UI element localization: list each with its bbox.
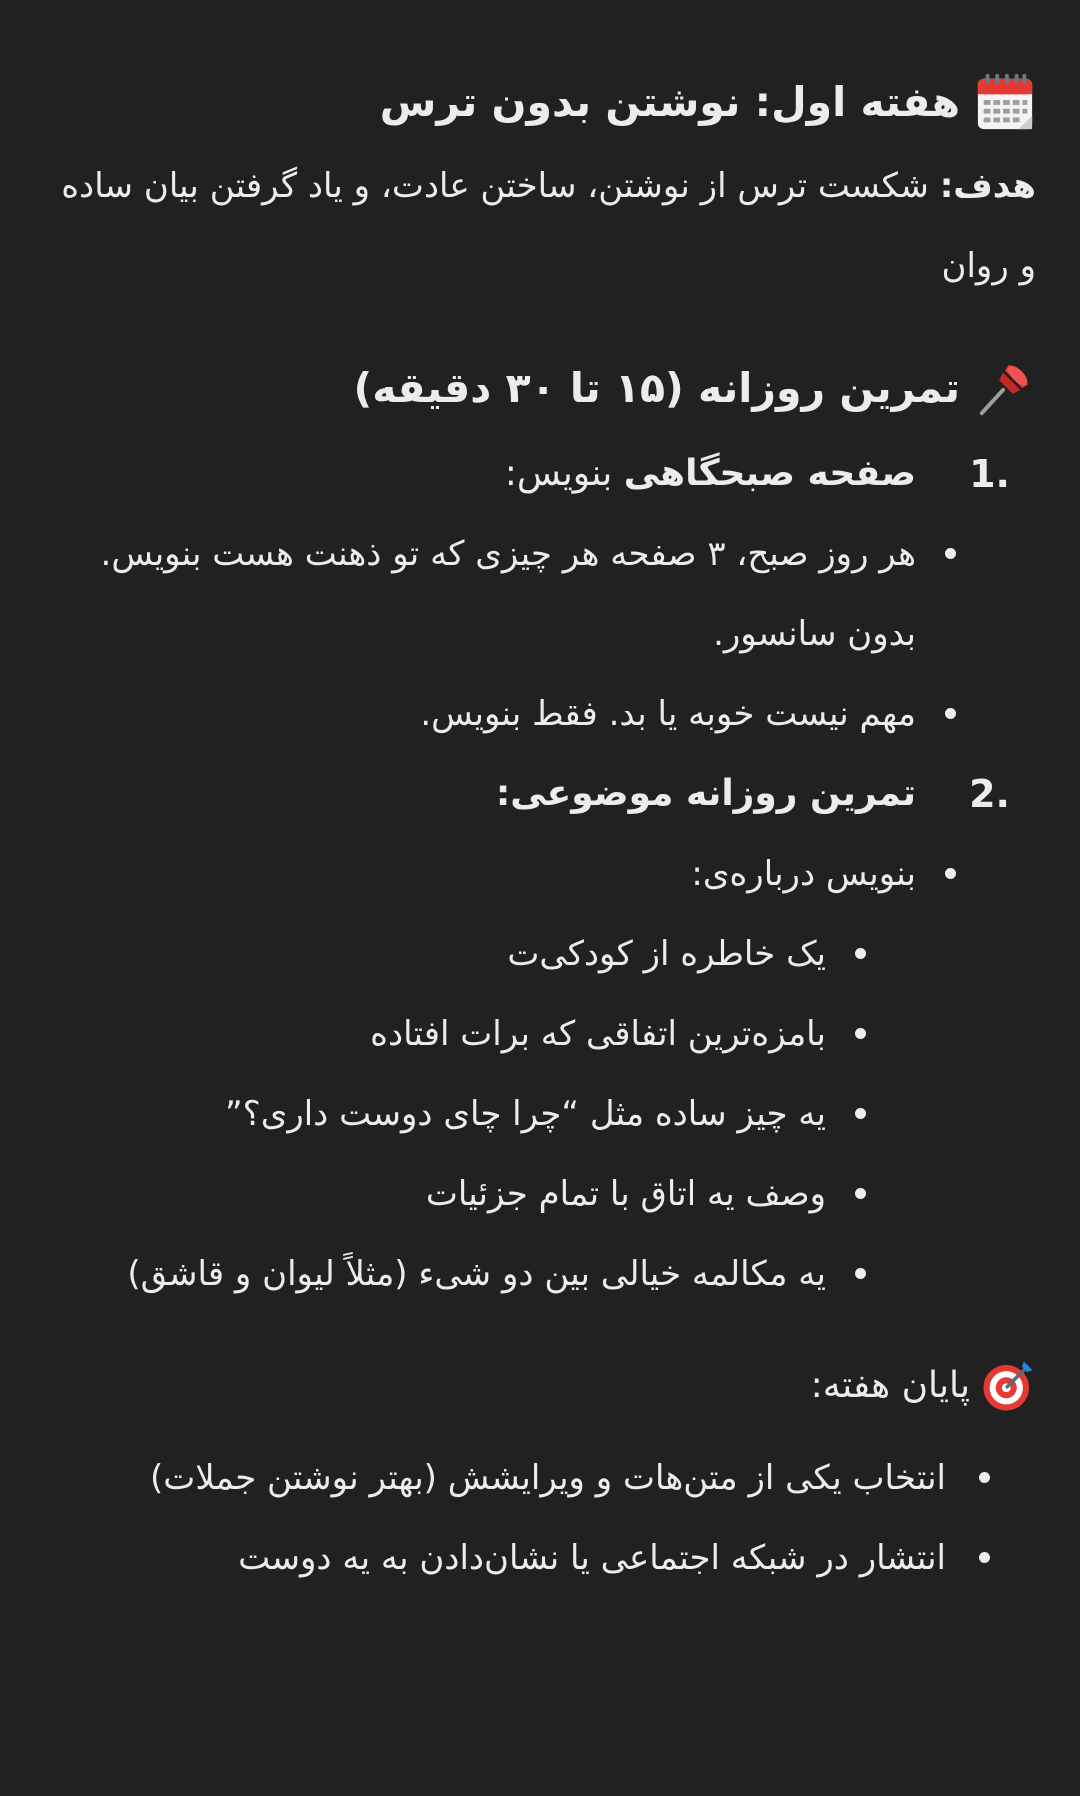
bullet-list (44, 514, 916, 754)
list-item (44, 1438, 946, 1518)
week-title (44, 60, 1036, 144)
bullet-dot (945, 868, 956, 879)
sub-bullet-text: یه مکالمه خیالی بین دو شیء (مثلاً لیوان و قاشق) (127, 1254, 826, 1294)
week-title-text: هفته اول: نوشتن بدون ترس (379, 78, 960, 126)
daily-title (44, 346, 1036, 430)
list-item (44, 994, 826, 1074)
bullet-text: بنویس درباره‌ی: (691, 854, 916, 894)
end-item-text: انتشار در شبکه اجتماعی یا نشان‌دادن به یه دوست (238, 1538, 946, 1578)
week-end-title (44, 1346, 1036, 1426)
sub-bullet-text: وصف یه اتاق با تمام جزئیات (425, 1174, 826, 1214)
daily-list (44, 434, 1036, 1314)
calendar-icon (974, 71, 1036, 133)
bullet-dot (945, 708, 956, 719)
daily-title-text: تمرین روزانه (۱۵ تا ۳۰ دقیقه) (353, 364, 960, 412)
list-item (44, 754, 1036, 1314)
list-item (44, 674, 916, 754)
bullet-dot (855, 1028, 866, 1039)
bullet-dot (855, 1188, 866, 1199)
bullet-dot (855, 948, 866, 959)
goal-paragraph (44, 146, 1036, 306)
goal-text: شکست ترس از نوشتن، ساختن عادت، و یاد گرفتن بیان ساده و روان (61, 166, 1036, 286)
item-number: 1. (969, 452, 1010, 496)
end-item-text: انتخاب یکی از متن‌هات و ویرایشش (بهتر نوشتن جملات) (150, 1458, 946, 1498)
sub-bullet-text: بامزه‌ترین اتفاقی که برات افتاده (370, 1014, 826, 1054)
pushpin-icon (974, 357, 1036, 419)
item-title-rest: بنویس: (504, 453, 624, 494)
target-icon (980, 1358, 1036, 1414)
list-item (44, 1518, 946, 1598)
item-title-bold: صفحه صبحگاهی (623, 453, 916, 494)
sub-bullet-text: یک خاطره از کودکی‌ت (507, 934, 826, 974)
bullet-dot (945, 548, 956, 559)
item-number: 2. (969, 772, 1010, 816)
bullet-text: هر روز صبح، ۳ صفحه هر چیزی که تو ذهنت هست بنویس. بدون سانسور. (100, 534, 916, 654)
sub-bullet-list (44, 914, 826, 1314)
sub-bullet-text: یه چیز ساده مثل “چرا چای دوست داری؟” (225, 1094, 826, 1134)
week-end-title-text: پایان هفته: (810, 1365, 970, 1406)
bullet-dot (979, 1472, 990, 1483)
bullet-text: مهم نیست خوبه یا بد. فقط بنویس. (420, 694, 916, 734)
list-item (44, 434, 1036, 754)
list-item (44, 834, 916, 1314)
bullet-dot (855, 1268, 866, 1279)
item-title-bold: تمرین روزانه موضوعی: (495, 773, 916, 814)
item-title (44, 754, 916, 834)
bullet-list (44, 834, 916, 1314)
week-end-list (44, 1438, 1036, 1598)
list-item (44, 1154, 826, 1234)
item-title (44, 434, 916, 514)
list-item (44, 1234, 826, 1314)
bullet-dot (855, 1108, 866, 1119)
goal-label: هدف: (939, 166, 1036, 206)
list-item (44, 1074, 826, 1154)
bullet-dot (979, 1552, 990, 1563)
list-item (44, 914, 826, 994)
list-item (44, 514, 916, 674)
